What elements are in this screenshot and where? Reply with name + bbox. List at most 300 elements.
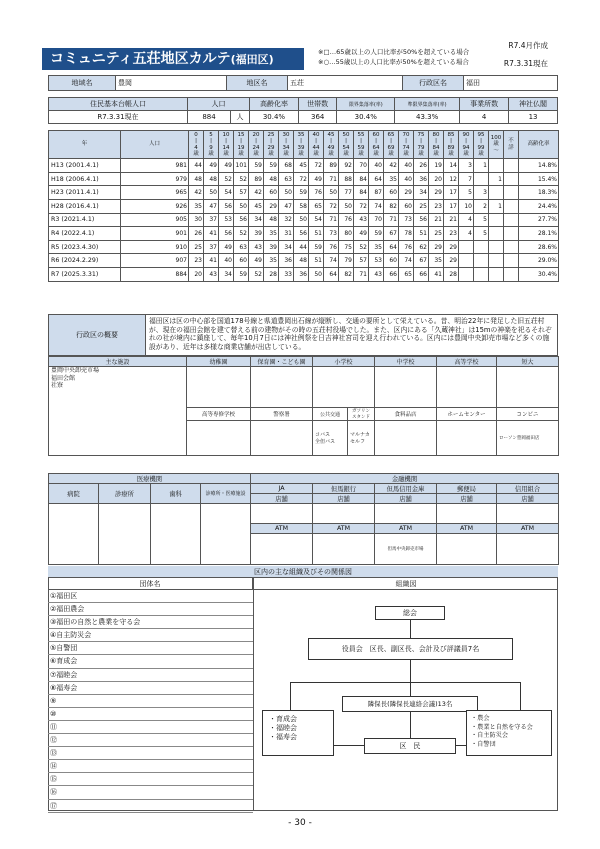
quasi-value: 30.4%: [337, 111, 395, 124]
age-cell: 67: [414, 254, 429, 268]
group-list-item: ⑨: [48, 695, 253, 708]
age-cell: 37: [204, 213, 219, 227]
age-cell: 32: [279, 213, 294, 227]
tajima-bank-header: 但馬銀行: [313, 484, 375, 494]
group-list-item: ⑦福睦会: [48, 669, 253, 682]
age-cell: 89: [324, 159, 339, 173]
age-cell: 50: [309, 267, 324, 281]
year-cell: R4 (2022.4.1): [49, 227, 121, 241]
age-cell: [489, 186, 504, 200]
connector-line: [290, 682, 520, 683]
age-cell: 44: [294, 240, 309, 254]
age-cell: 41: [204, 254, 219, 268]
age-cell: 29: [429, 186, 444, 200]
pop-unit: 人: [231, 111, 250, 124]
age-cell: 47: [279, 199, 294, 213]
age-cell: [489, 254, 504, 268]
age-cell: 52: [219, 172, 234, 186]
title-sub: (福田区): [230, 53, 274, 66]
age-cell: 78: [399, 227, 414, 241]
age-cell: 49: [309, 172, 324, 186]
age-cell: 3: [459, 159, 474, 173]
age-cell: 42: [249, 186, 264, 200]
age-group-header: 65 | 69 歳: [384, 131, 399, 159]
connector-line: [456, 745, 466, 746]
title-text: コミュニティ五荘地区カルテ: [50, 51, 231, 67]
age-cell: 29: [444, 254, 459, 268]
public-transport-header: 公共交通: [313, 408, 348, 421]
age-cell: 36: [414, 172, 429, 186]
group-list-item: ②福田農会: [48, 603, 253, 616]
age-cell: 72: [354, 199, 369, 213]
age-cell: 54: [219, 186, 234, 200]
age-cell: 41: [204, 227, 219, 241]
age-cell: 77: [339, 186, 354, 200]
main-facilities-header: 主な施設: [49, 357, 187, 367]
organization-title: 区内の主な組織及びその関係図: [48, 566, 558, 578]
age-cell: [474, 172, 489, 186]
age-cell: 40: [369, 159, 384, 173]
age-cell: 51: [309, 227, 324, 241]
age-group-header: 60 | 64 歳: [369, 131, 384, 159]
age-cell: 88: [339, 172, 354, 186]
ja-header: JA: [251, 484, 313, 494]
age-cell: 59: [369, 227, 384, 241]
age-cell: [489, 159, 504, 173]
facilities-table: [48, 356, 559, 456]
shinkin-atm-header: ATM: [375, 524, 437, 534]
age-cell: 54: [309, 213, 324, 227]
age-group-header: 不 詳: [504, 131, 519, 159]
vocational-header: 高等専修学校: [187, 408, 251, 421]
age-cell: 1: [474, 159, 489, 173]
age-cell: 4: [459, 227, 474, 241]
table-row: [49, 267, 559, 281]
business-header: 事業所数: [460, 98, 509, 111]
age-cell: 29: [399, 186, 414, 200]
age-cell: [489, 240, 504, 254]
overview-text: 福田区は区の中心部を国道178号線と県道豊岡出石線が縦断し、交通の要所として栄えている。昔、明治22年に発足した旧五荘村が、現在の福田会館を建て替える前の建物がその時の五荘村役場でした。また、区内にある「久蔵神社」は15mの神楽を祀るそれぞれの社が境内に鎮座して、毎年10月7日には神社例祭を日吉神社宮司を迎え行われている。区内には豊岡中央卸売市場など多くの施設があり、近年は多様な商業店舗が出店している。: [149, 317, 552, 351]
age-cell: 5: [474, 227, 489, 241]
age-group-header: 75 | 79 歳: [414, 131, 429, 159]
table-row: [49, 199, 559, 213]
age-cell: 82: [339, 267, 354, 281]
table-row: [49, 159, 559, 173]
age-cell: [504, 267, 519, 281]
age-cell: 71: [354, 267, 369, 281]
org-divider: [253, 578, 254, 811]
age-cell: 64: [369, 172, 384, 186]
age-group-header: 40 | 44 歳: [309, 131, 324, 159]
age-cell: 56: [219, 199, 234, 213]
police-header: 警察署: [251, 408, 313, 421]
post-office-header: 郵便局: [437, 484, 497, 494]
age-cell: 35: [429, 254, 444, 268]
age-cell: 34: [219, 267, 234, 281]
year-cell: H28 (2016.4.1): [49, 199, 121, 213]
group-list-item: ⑯: [48, 786, 253, 799]
quasi-header: 限界集落率(率): [337, 98, 395, 111]
ja-branch-header: 店舗: [251, 494, 313, 504]
admin-label: 行政区名: [403, 76, 464, 91]
age-cell: 40: [399, 172, 414, 186]
age-cell: 17: [444, 199, 459, 213]
area-label: 地区名: [227, 76, 288, 91]
age-cell: 31: [279, 227, 294, 241]
age-cell: 50: [294, 213, 309, 227]
age-cell: 43: [369, 267, 384, 281]
age-cell: 49: [249, 254, 264, 268]
total-cell: 910: [121, 240, 189, 254]
district-label: 地域名: [49, 76, 116, 91]
age-cell: 66: [384, 267, 399, 281]
age-group-header: 45 | 49 歳: [324, 131, 339, 159]
age-cell: [474, 240, 489, 254]
age-cell: 48: [294, 254, 309, 268]
age-cell: 74: [324, 254, 339, 268]
age-cell: 36: [279, 254, 294, 268]
age-cell: 50: [204, 186, 219, 200]
age-cell: 28: [444, 267, 459, 281]
age-group-header: 90 | 94 歳: [459, 131, 474, 159]
age-cell: 29: [429, 240, 444, 254]
age-cell: 80: [339, 227, 354, 241]
group-list-item: ⑬: [48, 747, 253, 760]
age-cell: 49: [204, 159, 219, 173]
total-cell: 979: [121, 172, 189, 186]
age-cell: 48: [264, 213, 279, 227]
group-list-item: ⑧福寿会: [48, 682, 253, 695]
age-cell: 49: [219, 159, 234, 173]
connector-line: [520, 682, 521, 710]
age-cell: [504, 172, 519, 186]
age-cell: 74: [399, 254, 414, 268]
age-cell: 20: [189, 267, 204, 281]
age-group-header: 70 | 74 歳: [399, 131, 414, 159]
age-group-header: 100 歳 〜: [489, 131, 504, 159]
age-cell: 56: [294, 227, 309, 241]
age-cell: [474, 267, 489, 281]
age-cell: 59: [264, 159, 279, 173]
age-cell: [489, 267, 504, 281]
age-group-header: 15 | 19 歳: [234, 131, 249, 159]
age-cell: 23: [429, 199, 444, 213]
age-cell: [504, 186, 519, 200]
age-cell: 34: [249, 213, 264, 227]
age-cell: 25: [429, 227, 444, 241]
age-cell: 25: [414, 199, 429, 213]
age-cell: 57: [354, 254, 369, 268]
age-cell: 50: [339, 199, 354, 213]
age-group-header: 5 | 9 歳: [204, 131, 219, 159]
age-cell: 26: [189, 227, 204, 241]
age-cell: 76: [309, 186, 324, 200]
total-cell: 901: [121, 227, 189, 241]
age-cell: 35: [264, 254, 279, 268]
age-cell: 60: [384, 186, 399, 200]
rate-cell: 24.4%: [519, 199, 559, 213]
group-list-item: ①福田区: [48, 590, 253, 603]
age-cell: 60: [264, 186, 279, 200]
junior-header: 中学校: [375, 357, 437, 367]
rate-cell: 30.4%: [519, 267, 559, 281]
groups-header: 団体名: [48, 578, 253, 590]
connector-line: [410, 620, 411, 638]
age-group-header: 50 | 54 歳: [339, 131, 354, 159]
age-cell: 49: [219, 240, 234, 254]
age-cell: 75: [339, 240, 354, 254]
finance-table: [48, 473, 559, 565]
main-facilities-list: 豊岡中央卸売市場 福田会館 社寮: [49, 367, 187, 456]
assembly-box: 総会: [375, 606, 445, 620]
age-cell: 3: [474, 186, 489, 200]
aging-value: 30.4%: [250, 111, 299, 124]
quasi2-value: 43.3%: [395, 111, 460, 124]
age-cell: 64: [324, 267, 339, 281]
age-cell: 65: [309, 199, 324, 213]
year-cell: H13 (2001.4.1): [49, 159, 121, 173]
rate-cell: 28.1%: [519, 227, 559, 241]
tajima-shinkin-header: 但馬信用金庫: [375, 484, 437, 494]
rate-cell: 15.4%: [519, 172, 559, 186]
age-group-header: 20 | 24 歳: [249, 131, 264, 159]
age-cell: 92: [339, 159, 354, 173]
rate-cell: 18.3%: [519, 186, 559, 200]
age-cell: 12: [444, 172, 459, 186]
year-cell: H23 (2011.4.1): [49, 186, 121, 200]
pop-header: 人口: [188, 98, 250, 111]
age-group-header: 80 | 84 歳: [429, 131, 444, 159]
home-center-header: ホームセンター: [437, 408, 497, 421]
age-cell: 49: [354, 227, 369, 241]
age-cell: 48: [264, 172, 279, 186]
ja-atm-header: ATM: [251, 524, 313, 534]
created-date: R7.4月作成: [508, 41, 548, 50]
connector-line: [290, 682, 291, 710]
group-list-item: ③福田の自然と農業を守る会: [48, 616, 253, 629]
year-cell: R3 (2021.4.1): [49, 213, 121, 227]
age-cell: 35: [189, 199, 204, 213]
temples-value: 13: [509, 111, 558, 124]
age-cell: 60: [399, 199, 414, 213]
age-cell: 70: [354, 159, 369, 173]
elementary-header: 小学校: [313, 357, 375, 367]
age-cell: 71: [324, 172, 339, 186]
age-cell: 59: [234, 267, 249, 281]
group-list-item: ⑤自警団: [48, 642, 253, 655]
legend: [318, 47, 469, 67]
age-cell: 68: [279, 159, 294, 173]
group-list-item: ④自主防災会: [48, 629, 253, 642]
age-cell: 79: [339, 254, 354, 268]
age-cell: 89: [249, 172, 264, 186]
legend-line-2: ※○…55歳以上の人口比率が50%を超えている場合: [318, 58, 469, 66]
other-medical-header: 診療所・医療施設: [201, 484, 251, 504]
age-cell: 14: [444, 159, 459, 173]
year-cell: R6 (2024.2.29): [49, 254, 121, 268]
age-cell: [489, 213, 504, 227]
age-cell: 52: [234, 172, 249, 186]
total-cell: 926: [121, 199, 189, 213]
age-cell: 35: [384, 172, 399, 186]
age-cell: 73: [399, 213, 414, 227]
age-cell: 62: [414, 240, 429, 254]
food-store-header: 食料品店: [375, 408, 437, 421]
age-cell: 87: [369, 186, 384, 200]
table-row: [49, 186, 559, 200]
age-cell: 60: [384, 254, 399, 268]
rate-cell: 29.0%: [519, 254, 559, 268]
age-cell: 58: [294, 199, 309, 213]
age-cell: 5: [459, 186, 474, 200]
age-cell: 76: [339, 213, 354, 227]
age-cell: 20: [429, 172, 444, 186]
age-cell: 64: [384, 240, 399, 254]
group-list-item: ⑥育成会: [48, 655, 253, 668]
age-cell: 40: [399, 159, 414, 173]
business-value: 4: [460, 111, 509, 124]
group-list-item: ⑩: [48, 708, 253, 721]
age-cell: 48: [204, 172, 219, 186]
age-group-header: 55 | 59 歳: [354, 131, 369, 159]
overview-label: 行政区の概要: [49, 315, 146, 355]
age-cell: 71: [384, 213, 399, 227]
financial-header: 金融機関: [251, 474, 559, 484]
age-cell: 37: [204, 240, 219, 254]
group-leaders-box: 隣保長(隣保長連絡会議)13名: [342, 696, 478, 712]
age-cell: 70: [369, 213, 384, 227]
age-cell: 7: [459, 172, 474, 186]
basis-label: 住民基本台帳人口: [49, 98, 188, 111]
age-cell: 82: [384, 199, 399, 213]
age-cell: 52: [249, 267, 264, 281]
age-cell: 2: [474, 199, 489, 213]
names-table: [48, 75, 558, 91]
age-cell: 29: [444, 240, 459, 254]
age-cell: 43: [204, 267, 219, 281]
age-cell: [459, 267, 474, 281]
age-cell: 57: [234, 186, 249, 200]
table-row: [49, 240, 559, 254]
age-cell: 71: [324, 213, 339, 227]
age-cell: 43: [249, 240, 264, 254]
age-cell: 63: [279, 172, 294, 186]
age-cell: 44: [189, 159, 204, 173]
year-cell: H18 (2006.4.1): [49, 172, 121, 186]
age-cell: 42: [384, 159, 399, 173]
age-cell: 25: [189, 240, 204, 254]
connector-line: [410, 682, 411, 696]
age-cell: [459, 240, 474, 254]
stats-table: [48, 97, 558, 124]
age-cell: 33: [279, 267, 294, 281]
households-value: 364: [298, 111, 337, 124]
high-header: 高等学校: [437, 357, 497, 367]
age-cell: 101: [234, 159, 249, 173]
age-cell: 76: [399, 240, 414, 254]
legend-line-1: ※□…65歳以上の人口比率が50%を超えている場合: [318, 48, 470, 56]
age-cell: 73: [324, 227, 339, 241]
age-cell: 35: [369, 240, 384, 254]
page-title: [42, 48, 304, 70]
age-cell: [504, 159, 519, 173]
age-cell: 52: [234, 227, 249, 241]
group-list-item: ⑫: [48, 734, 253, 747]
connector-line: [334, 745, 364, 746]
aging-rate-header: 高齢化率: [519, 131, 559, 159]
overview-section: [48, 314, 558, 356]
pop-value: 884: [188, 111, 231, 124]
age-cell: 56: [414, 213, 429, 227]
rate-cell: 28.6%: [519, 240, 559, 254]
table-row: [49, 172, 559, 186]
age-cell: 21: [429, 213, 444, 227]
group-list-item: ⑪: [48, 721, 253, 734]
bank-atm-header: ATM: [313, 524, 375, 534]
shinkin-branch-header: 店舗: [375, 494, 437, 504]
age-cell: 56: [219, 227, 234, 241]
age-cell: 72: [309, 159, 324, 173]
total-header: 人口: [121, 131, 189, 159]
age-cell: 35: [264, 227, 279, 241]
age-cell: 60: [234, 254, 249, 268]
age-cell: 72: [324, 199, 339, 213]
year-cell: R7 (2025.3.31): [49, 267, 121, 281]
convenience-header: コンビニ: [497, 408, 559, 421]
population-table: [48, 130, 559, 282]
age-cell: 19: [429, 159, 444, 173]
age-cell: 84: [354, 186, 369, 200]
age-cell: 84: [354, 172, 369, 186]
age-cell: 28: [264, 267, 279, 281]
age-cell: 41: [429, 267, 444, 281]
age-cell: 40: [219, 254, 234, 268]
district-value: 豊岡: [116, 76, 227, 91]
medical-header: 医療機関: [49, 474, 251, 484]
age-cell: 59: [249, 159, 264, 173]
age-cell: 23: [189, 254, 204, 268]
group-list-item: ⑮: [48, 773, 253, 786]
age-cell: [504, 199, 519, 213]
age-cell: 34: [279, 240, 294, 254]
age-cell: [504, 227, 519, 241]
convenience-value: ローソン豊岡福田店: [497, 421, 559, 456]
age-cell: 5: [474, 213, 489, 227]
age-group-header: 0 | 4 歳: [189, 131, 204, 159]
total-cell: 965: [121, 186, 189, 200]
total-cell: 907: [121, 254, 189, 268]
table-row: [49, 254, 559, 268]
age-cell: 76: [324, 240, 339, 254]
age-cell: 51: [414, 227, 429, 241]
age-group-header: 95 | 99 歳: [474, 131, 489, 159]
age-cell: 36: [294, 267, 309, 281]
quasi2-header: 準限界集落率(率): [395, 98, 460, 111]
gas-station-header: ガソリンスタンド: [348, 408, 375, 421]
age-cell: 21: [444, 213, 459, 227]
age-cell: [504, 254, 519, 268]
dental-header: 歯科: [151, 484, 201, 504]
group-list: [48, 590, 253, 813]
age-cell: [459, 254, 474, 268]
age-cell: 53: [369, 254, 384, 268]
connector-line: [410, 660, 411, 682]
age-cell: 50: [234, 199, 249, 213]
area-value: 五荘: [288, 76, 403, 91]
age-cell: 51: [309, 254, 324, 268]
age-cell: 17: [444, 186, 459, 200]
age-cell: 34: [414, 186, 429, 200]
